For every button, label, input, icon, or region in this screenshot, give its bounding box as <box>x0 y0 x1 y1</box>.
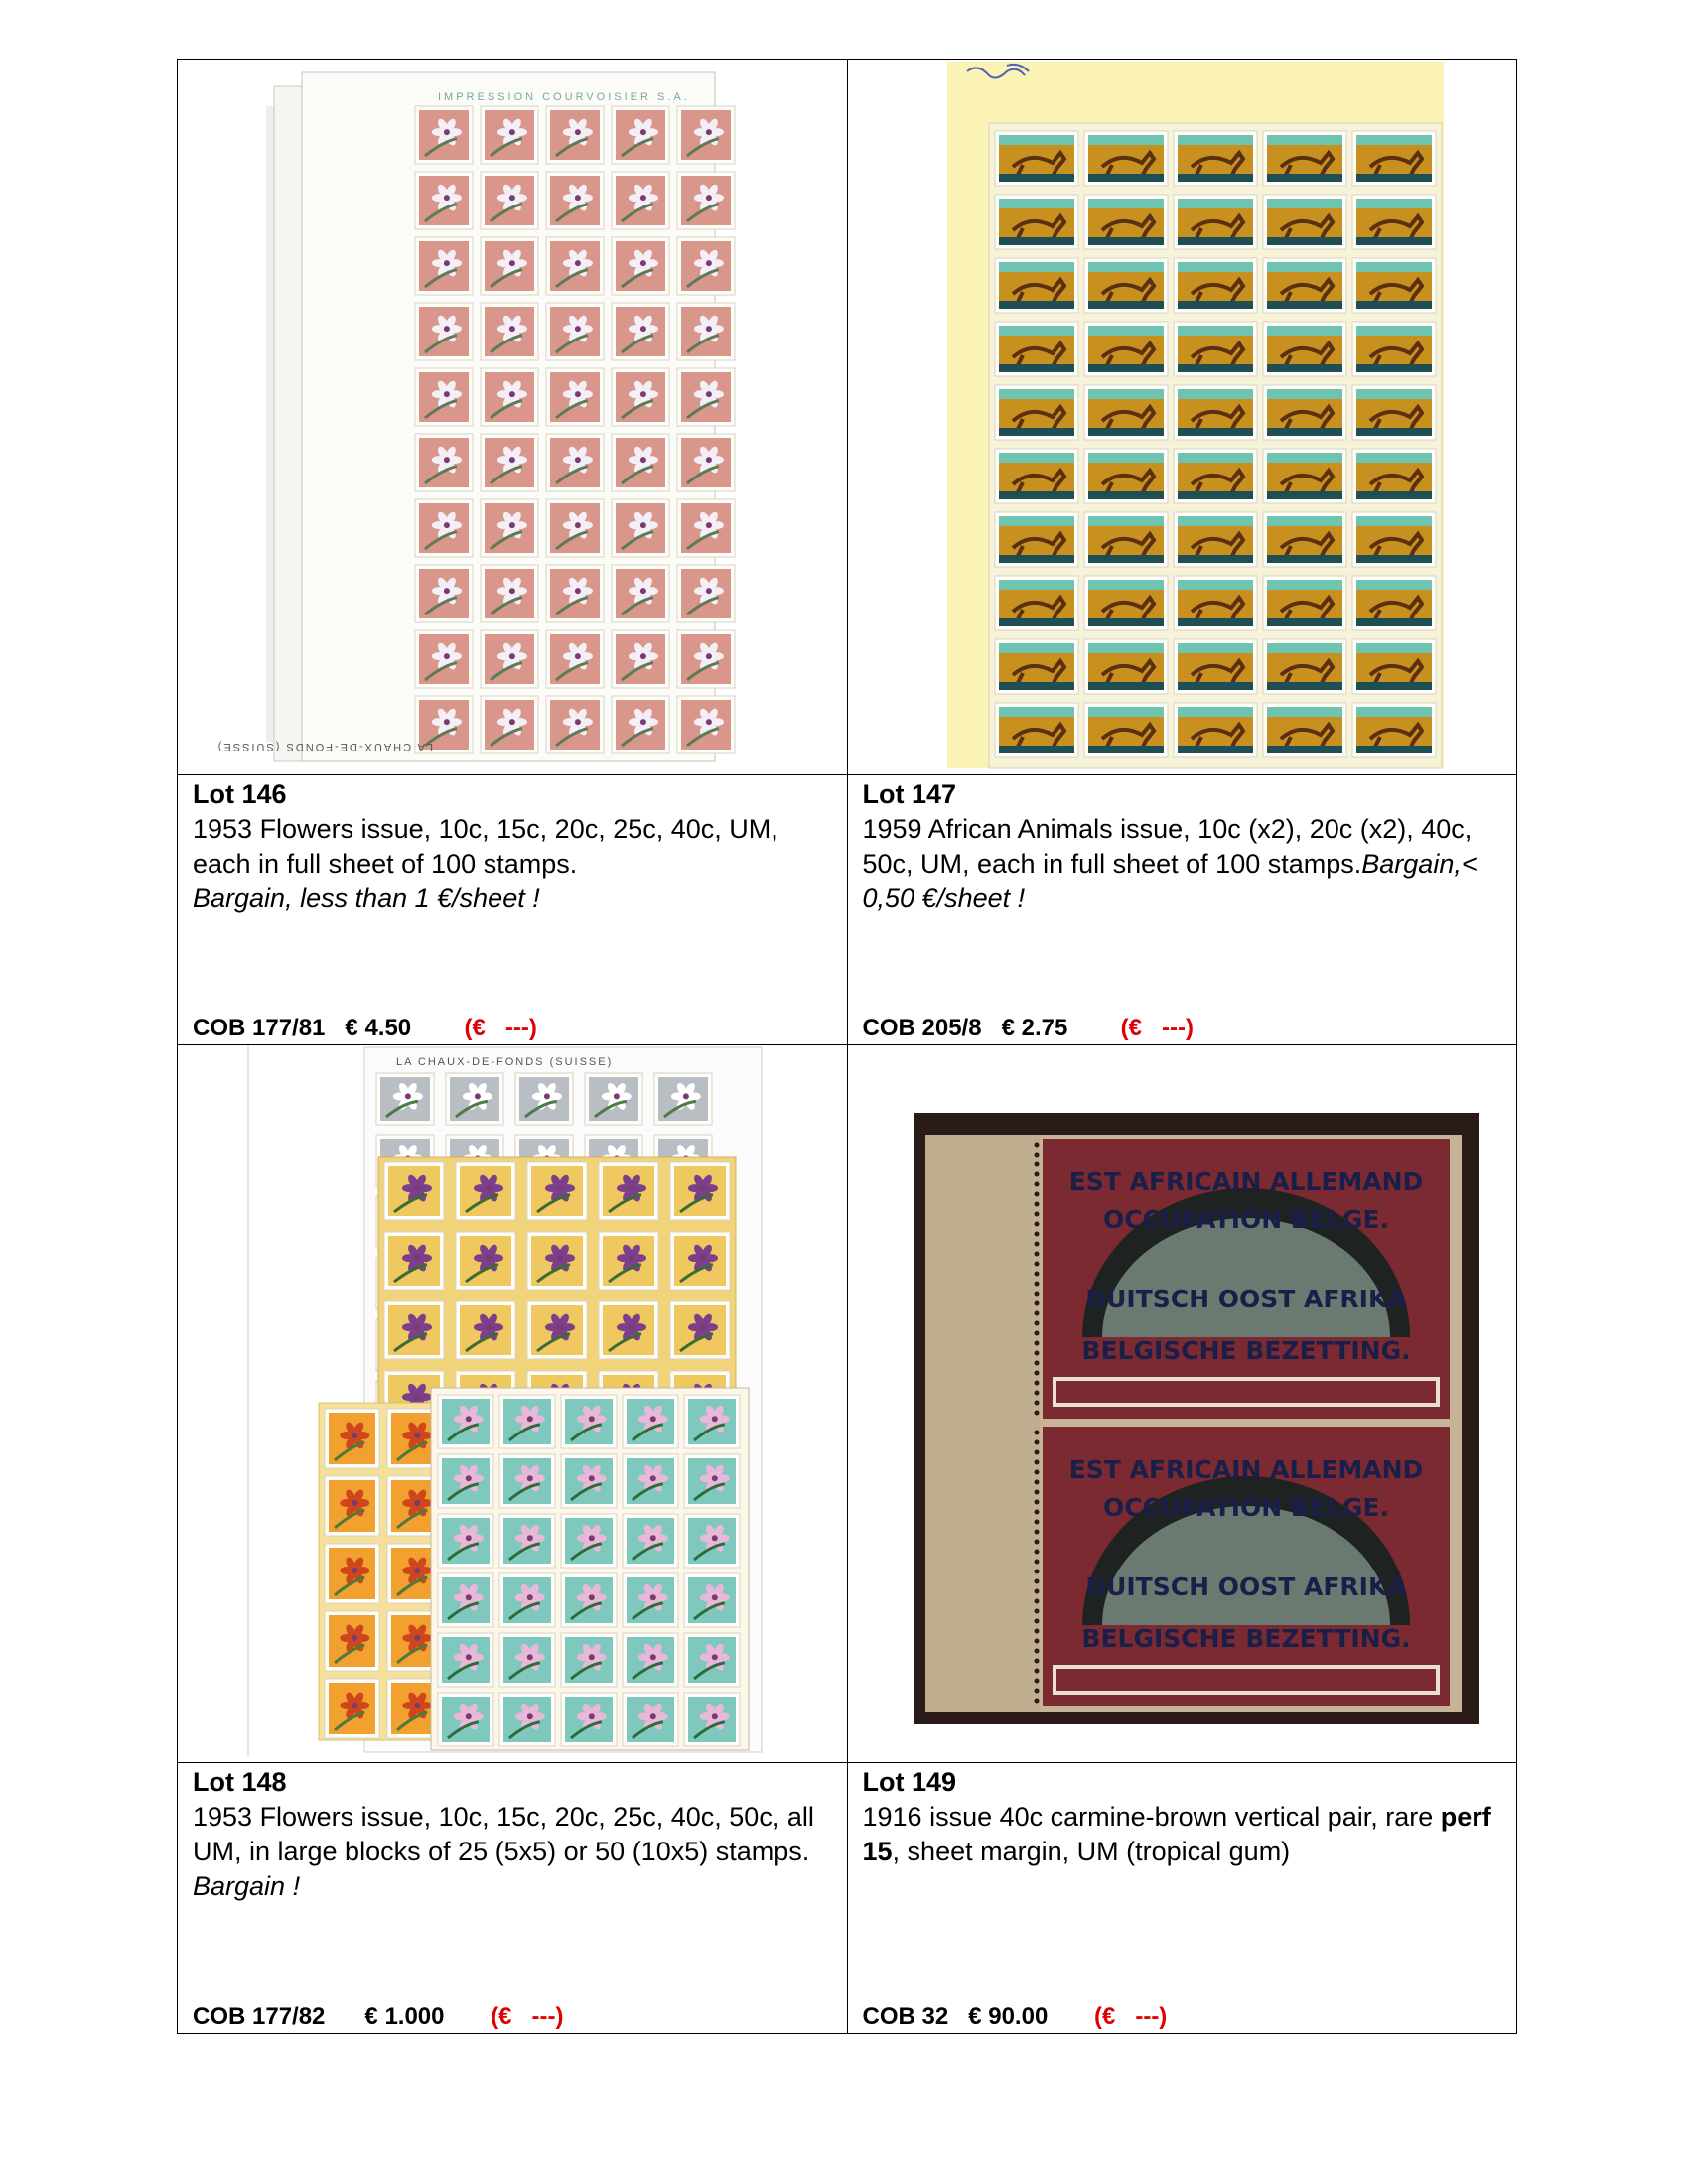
stamp <box>546 565 604 622</box>
stamp <box>995 385 1078 440</box>
lot-148-sheet-photo <box>247 1045 764 1756</box>
stamp <box>623 1454 678 1508</box>
stamp <box>325 1544 379 1603</box>
stamp <box>415 630 473 688</box>
stamp <box>1174 639 1257 694</box>
lot-148-bargain-note: Bargain ! <box>193 1871 301 1902</box>
overprint-line: EST AFRICAIN ALLEMAND <box>1068 1455 1423 1485</box>
stamp <box>561 1454 617 1508</box>
stamp <box>612 434 669 491</box>
stamp <box>1174 131 1257 186</box>
stamp <box>1174 576 1257 630</box>
overprint-line: BELGISCHE BEZETTING. <box>1080 1624 1411 1654</box>
stamp <box>415 172 473 229</box>
stamp <box>325 1611 379 1671</box>
stamp <box>1352 322 1436 376</box>
stamp <box>684 1454 740 1508</box>
stamp <box>1352 385 1436 440</box>
stamp <box>527 1162 587 1220</box>
lot-146-text-cell <box>178 774 848 1045</box>
stamp <box>995 131 1078 186</box>
lot-146-description <box>193 812 837 916</box>
stamp <box>546 237 604 295</box>
stamp <box>499 1454 555 1508</box>
stamp <box>1263 322 1346 376</box>
stamp <box>623 1693 678 1746</box>
lot-146-sheet-photo <box>215 67 721 769</box>
stamp <box>1263 449 1346 503</box>
stamp <box>415 499 473 557</box>
stamp <box>1084 576 1168 630</box>
lot-148-catalogue-line <box>193 2003 564 2031</box>
lot-146-desc-text: 1953 Flowers issue, 10c, 15c, 20c, 25c, 40c, UM, each in full sheet of 100 stamps. <box>193 813 778 879</box>
stamp <box>1352 449 1436 503</box>
stamp <box>623 1573 678 1627</box>
lot-149-price: € 90.00 <box>968 2003 1049 2030</box>
stamp <box>415 237 473 295</box>
stamp <box>481 565 538 622</box>
stamp <box>995 639 1078 694</box>
stamp <box>684 1633 740 1687</box>
lot-149-text-cell <box>847 1763 1517 2034</box>
lot-147-cob-number: COB 205/8 <box>862 1015 982 1042</box>
stamp <box>677 499 735 557</box>
stamp <box>561 1573 617 1627</box>
stamp <box>499 1573 555 1627</box>
lot-148-image-cell <box>178 1045 848 1763</box>
stamp <box>438 1395 493 1448</box>
stamp <box>1084 258 1168 313</box>
overprint-line: DUITSCH OOST AFRIKA <box>1084 1285 1407 1314</box>
stamp <box>546 696 604 753</box>
stamp <box>546 172 604 229</box>
stamp <box>481 303 538 360</box>
stamp <box>623 1395 678 1448</box>
stamp <box>1084 512 1168 567</box>
stamp <box>612 303 669 360</box>
lot-146-title: Lot 146 <box>193 778 287 809</box>
stamp <box>1352 703 1436 757</box>
stamp <box>1174 512 1257 567</box>
overprinted-stamp <box>1034 1139 1450 1419</box>
stamp <box>415 303 473 360</box>
stamp <box>670 1162 730 1220</box>
stamp <box>612 106 669 164</box>
overprint-line: DUITSCH OOST AFRIKA <box>1084 1572 1407 1602</box>
stamp <box>561 1514 617 1568</box>
stamp <box>1084 131 1168 186</box>
stamp <box>677 565 735 622</box>
stamp <box>995 322 1078 376</box>
stamp <box>1352 131 1436 186</box>
lot-148-price: € 1.000 <box>364 2003 445 2030</box>
stamp <box>1352 576 1436 630</box>
stamp <box>325 1679 379 1738</box>
stamp <box>415 106 473 164</box>
stamp <box>415 368 473 426</box>
stamp <box>1084 322 1168 376</box>
stamp <box>599 1162 658 1220</box>
lot-147-bargain-note: Bargain,< 0,50 €/sheet ! <box>862 848 1477 913</box>
stamp <box>546 368 604 426</box>
lot-147-price: € 2.75 <box>1001 1015 1068 1042</box>
stamp <box>1263 131 1346 186</box>
lot-148-desc-text: 1953 Flowers issue, 10c, 15c, 20c, 25c, 40c, 50c, all UM, in large blocks of 25 (5x5) or 50 (10x5) stamps. <box>193 1802 814 1867</box>
stamp <box>684 1693 740 1746</box>
stamp <box>1174 195 1257 249</box>
lot-146-image-cell <box>178 60 848 775</box>
stamp <box>546 106 604 164</box>
stamp <box>415 565 473 622</box>
stamp <box>1263 385 1346 440</box>
stamp <box>995 258 1078 313</box>
stamp <box>1352 512 1436 567</box>
stamp <box>1263 639 1346 694</box>
sheet-top-margin-text: IMPRESSION COURVOISIER S.A. <box>438 91 690 103</box>
stamp <box>1352 195 1436 249</box>
stamp <box>585 1073 642 1125</box>
lot-149-cob-number: COB 32 <box>862 2003 949 2030</box>
sheet-bottom-margin-text: LA CHAUX-DE-FONDS (SUISSE) <box>215 741 433 752</box>
lot-149-desc-text-2: , sheet margin, UM (tropical gum) <box>892 1837 1291 1867</box>
lot-148-title: Lot 148 <box>193 1767 287 1798</box>
stamp <box>612 565 669 622</box>
stamp <box>599 1301 658 1359</box>
stamp <box>546 630 604 688</box>
lot-149-image-cell <box>847 1045 1517 1763</box>
stamp <box>995 512 1078 567</box>
lot-147-estimate: (€ ---) <box>1120 1015 1194 1042</box>
overprint-line: OCCUPATION BELGE. <box>1102 1205 1389 1235</box>
stamp <box>515 1073 573 1125</box>
stamp <box>376 1073 434 1125</box>
stamp <box>612 499 669 557</box>
stamp <box>481 172 538 229</box>
overprint-line: BELGISCHE BEZETTING. <box>1080 1336 1411 1366</box>
stamp <box>612 237 669 295</box>
lot-147-text-cell <box>847 774 1517 1045</box>
lot-148-description <box>193 1800 837 1904</box>
stamp <box>527 1301 587 1359</box>
overprint-line: OCCUPATION BELGE. <box>1102 1493 1389 1523</box>
stamp <box>612 368 669 426</box>
stamp <box>623 1514 678 1568</box>
stamp <box>677 630 735 688</box>
stamp <box>456 1162 515 1220</box>
lot-146-catalogue-line <box>193 1015 537 1042</box>
lot-147-catalogue-line <box>863 1015 1194 1042</box>
stamp <box>481 630 538 688</box>
stamp <box>684 1573 740 1627</box>
lot-148-text-cell <box>178 1763 848 2034</box>
stamp <box>677 368 735 426</box>
lot-149-stamp-photo <box>914 1113 1479 1724</box>
lot-148-estimate: (€ ---) <box>491 2003 564 2030</box>
stamp <box>677 172 735 229</box>
lot-149-description <box>863 1800 1507 1869</box>
stamp <box>384 1301 444 1359</box>
stamp <box>995 576 1078 630</box>
stamp <box>481 237 538 295</box>
stamp <box>384 1232 444 1290</box>
stamp <box>561 1693 617 1746</box>
stamp <box>1174 258 1257 313</box>
stamp <box>1084 195 1168 249</box>
stamp <box>546 303 604 360</box>
stamp <box>677 434 735 491</box>
stamp <box>654 1073 712 1125</box>
lot-table <box>177 59 1517 2034</box>
stamp <box>1352 639 1436 694</box>
stamp <box>499 1633 555 1687</box>
stamp <box>438 1514 493 1568</box>
stamp <box>456 1301 515 1359</box>
stamp <box>438 1633 493 1687</box>
stamp <box>481 696 538 753</box>
stamp <box>623 1633 678 1687</box>
lot-146-price: € 4.50 <box>345 1015 412 1042</box>
stamp <box>995 195 1078 249</box>
stamp <box>456 1232 515 1290</box>
stamp <box>1263 258 1346 313</box>
stamp <box>384 1162 444 1220</box>
lot-149-estimate: (€ ---) <box>1093 2003 1168 2030</box>
stamp <box>1174 385 1257 440</box>
stamp <box>1084 703 1168 757</box>
stamp <box>1263 703 1346 757</box>
stamp <box>1174 703 1257 757</box>
stamp <box>499 1395 555 1448</box>
stamp <box>612 172 669 229</box>
lot-149-perf-note: perf 15 <box>862 1802 1491 1867</box>
overprint-line: EST AFRICAIN ALLEMAND <box>1068 1167 1423 1197</box>
stamp <box>546 434 604 491</box>
lot-147-desc-text: 1959 African Animals issue, 10c (x2), 20c (x2), 40c, 50c, UM, each in full sheet of 100 stamps. <box>862 813 1473 879</box>
stamp <box>1174 322 1257 376</box>
stamp <box>325 1409 379 1468</box>
stamp <box>670 1301 730 1359</box>
stamp <box>415 434 473 491</box>
stamp <box>527 1232 587 1290</box>
lot-147-sheet-photo <box>947 62 1444 768</box>
lot-147-image-cell <box>847 60 1517 775</box>
stamp <box>995 703 1078 757</box>
stamp <box>1084 639 1168 694</box>
stamp <box>481 106 538 164</box>
stamp <box>1263 512 1346 567</box>
lot-149-catalogue-line <box>863 2003 1168 2031</box>
lot-147-title: Lot 147 <box>862 778 957 809</box>
stamp <box>325 1476 379 1536</box>
stamp <box>1263 576 1346 630</box>
lot-148-sheet-margin-text: LA CHAUX-DE-FONDS (SUISSE) <box>396 1056 614 1069</box>
stamp <box>1084 449 1168 503</box>
stamp <box>612 630 669 688</box>
stamp <box>481 434 538 491</box>
stamp <box>499 1514 555 1568</box>
lot-149-desc-text: 1916 issue 40c carmine-brown vertical pair, rare <box>862 1802 1434 1833</box>
lot-147-description <box>863 812 1507 916</box>
stamp <box>561 1633 617 1687</box>
lot-148-cob-number: COB 177/82 <box>193 2003 326 2030</box>
stamp <box>677 696 735 753</box>
stamp <box>612 696 669 753</box>
stamp <box>684 1514 740 1568</box>
stamp <box>446 1073 503 1125</box>
stamp <box>1263 195 1346 249</box>
stamp <box>438 1693 493 1746</box>
overprinted-stamp <box>1034 1427 1450 1706</box>
stamp <box>481 368 538 426</box>
lot-149-title: Lot 149 <box>862 1767 957 1798</box>
stamp <box>546 499 604 557</box>
stamp <box>561 1395 617 1448</box>
stamp <box>599 1232 658 1290</box>
stamp <box>677 106 735 164</box>
stamp <box>481 499 538 557</box>
lot-146-cob-number: COB 177/81 <box>193 1015 326 1042</box>
stamp <box>677 303 735 360</box>
stamp <box>1174 449 1257 503</box>
stamp <box>670 1232 730 1290</box>
stamp <box>995 449 1078 503</box>
stamp <box>684 1395 740 1448</box>
stamp <box>1352 258 1436 313</box>
stamp <box>438 1573 493 1627</box>
stamp <box>677 237 735 295</box>
stamp <box>438 1454 493 1508</box>
lot-146-estimate: (€ ---) <box>464 1015 537 1042</box>
stamp <box>1084 385 1168 440</box>
lot-146-bargain-note: Bargain, less than 1 €/sheet ! <box>193 883 540 913</box>
stamp <box>499 1693 555 1746</box>
